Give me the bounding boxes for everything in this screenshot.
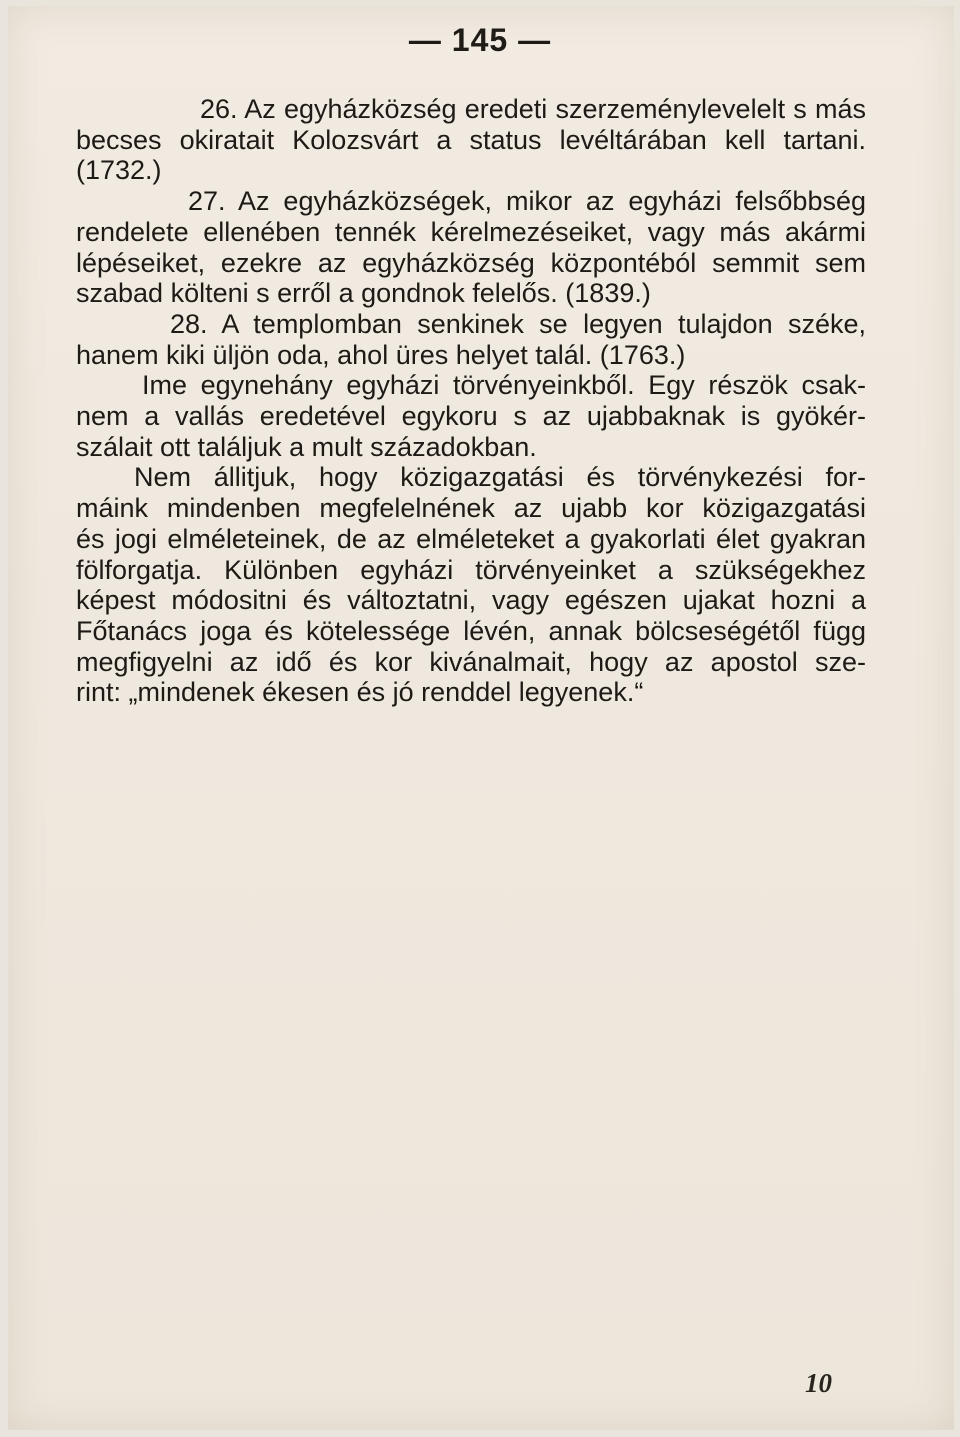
bottom-page-mark: 10	[805, 1368, 832, 1398]
text-line: máink mindenben megfelelnének az ujabb kor közigazgatási	[76, 493, 866, 524]
text-line: hanem kiki üljön oda, ahol üres helyet talál. (1763.)	[76, 339, 686, 370]
text-line: becses okiratait Kolozsvárt a status levéltárában kell tartani.	[76, 124, 866, 155]
text-line: szálait ott találjuk a mult századokban.	[76, 431, 537, 462]
text-line: fölforgatja. Különben egyházi törvényeinket a szükségekhez	[76, 554, 866, 585]
text-line: rendelete ellenében tennék kérelmezéseiket, vagy más akármi	[76, 216, 866, 247]
text-line: Főtanács joga és kötelessége lévén, annak bölcseségétől függ	[76, 615, 866, 646]
text-line: 28. A templomban senkinek se legyen tulajdon széke,	[170, 308, 866, 339]
text-line: megfigyelni az idő és kor kivánalmait, hogy az apostol sze-	[76, 646, 866, 677]
document-body-text	[76, 94, 866, 708]
text-line: Ime egynehány egyházi törvényeinkből. Egy részök csak-	[142, 370, 866, 401]
text-line: 27. Az egyházközségek, mikor az egyházi felsőbbség	[188, 186, 866, 217]
text-line: Nem állitjuk, hogy közigazgatási és törvénykezési for-	[134, 462, 866, 493]
text-line: képest módositni és változtatni, vagy egészen ujakat hozni a	[76, 585, 866, 616]
page-number-header: — 145 —	[408, 22, 552, 58]
text-line: nem a vallás eredetével egykoru s az ujabbaknak is gyökér-	[76, 401, 866, 432]
text-line: 26. Az egyházközség eredeti szerzeménylevelelt s más	[200, 94, 866, 124]
text-line: szabad költeni s erről a gondnok felelős. (1839.)	[76, 278, 651, 309]
text-line: lépéseiket, ezekre az egyházközség központéból semmit sem	[76, 247, 866, 278]
text-line: és jogi elméleteinek, de az elméleteket a gyakorlati élet gyakran	[76, 523, 866, 554]
text-line: rint: „mindenek ékesen és jó renddel legyenek.“	[76, 677, 644, 708]
text-line: (1732.)	[76, 155, 162, 186]
